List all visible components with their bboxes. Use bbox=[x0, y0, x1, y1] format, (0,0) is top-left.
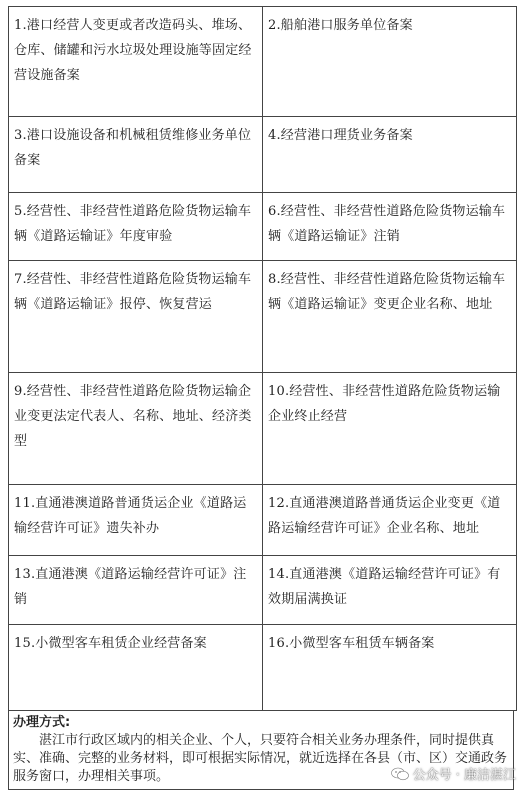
table-row bbox=[9, 556, 517, 625]
method-text: 湛江市行政区域内的相关企业、个人，只要符合相关业务办理条件，同时提供真实、准确、完整的业务材料，即可根据实际情况，就近选择在各县（市、区）交通政务服务窗口，办理相关事项。 bbox=[13, 733, 508, 784]
service-items-table bbox=[8, 6, 517, 711]
method-title: 办理方式: bbox=[13, 715, 71, 730]
table-cell: 10.经营性、非经营性道路危险货物运输企业终止经营 bbox=[263, 373, 517, 485]
table-row bbox=[9, 625, 517, 711]
table-row bbox=[9, 373, 517, 485]
table-row bbox=[9, 117, 517, 193]
table-row bbox=[9, 7, 517, 117]
watermark bbox=[391, 764, 516, 783]
table-cell: 7.经营性、非经营性道路危险货物运输车辆《道路运输证》报停、恢复营运 bbox=[9, 261, 263, 373]
table-row bbox=[9, 261, 517, 373]
table-cell: 12.直通港澳道路普通货运企业变更《道路运输经营许可证》企业名称、地址 bbox=[263, 485, 517, 556]
table-cell: 13.直通港澳《道路运输经营许可证》注销 bbox=[9, 556, 263, 625]
table-cell: 3.港口设施设备和机械租赁维修业务单位备案 bbox=[9, 117, 263, 193]
table-cell: 4.经营港口理货业务备案 bbox=[263, 117, 517, 193]
table-cell: 15.小微型客车租赁企业经营备案 bbox=[9, 625, 263, 711]
table-cell: 6.经营性、非经营性道路危险货物运输车辆《道路运输证》注销 bbox=[263, 193, 517, 261]
table-cell: 8.经营性、非经营性道路危险货物运输车辆《道路运输证》变更企业名称、地址 bbox=[263, 261, 517, 373]
table-cell: 9.经营性、非经营性道路危险货物运输企业变更法定代表人、名称、地址、经济类型 bbox=[9, 373, 263, 485]
watermark-text: 公众号 · 廉洁湛江 bbox=[412, 768, 516, 783]
document-page bbox=[8, 6, 516, 790]
table-row bbox=[9, 485, 517, 556]
table-row bbox=[9, 193, 517, 261]
table-cell: 16.小微型客车租赁车辆备案 bbox=[263, 625, 517, 711]
wechat-icon bbox=[391, 767, 409, 781]
table-cell: 5.经营性、非经营性道路危险货物运输车辆《道路运输证》年度审验 bbox=[9, 193, 263, 261]
table-cell: 2.船舶港口服务单位备案 bbox=[263, 7, 517, 117]
table-cell: 11.直通港澳道路普通货运企业《道路运输经营许可证》遗失补办 bbox=[9, 485, 263, 556]
table-cell: 1.港口经营人变更或者改造码头、堆场、仓库、储罐和污水垃圾处理设施等固定经营设施备案 bbox=[9, 7, 263, 117]
table-cell: 14.直通港澳《道路运输经营许可证》有效期届满换证 bbox=[263, 556, 517, 625]
